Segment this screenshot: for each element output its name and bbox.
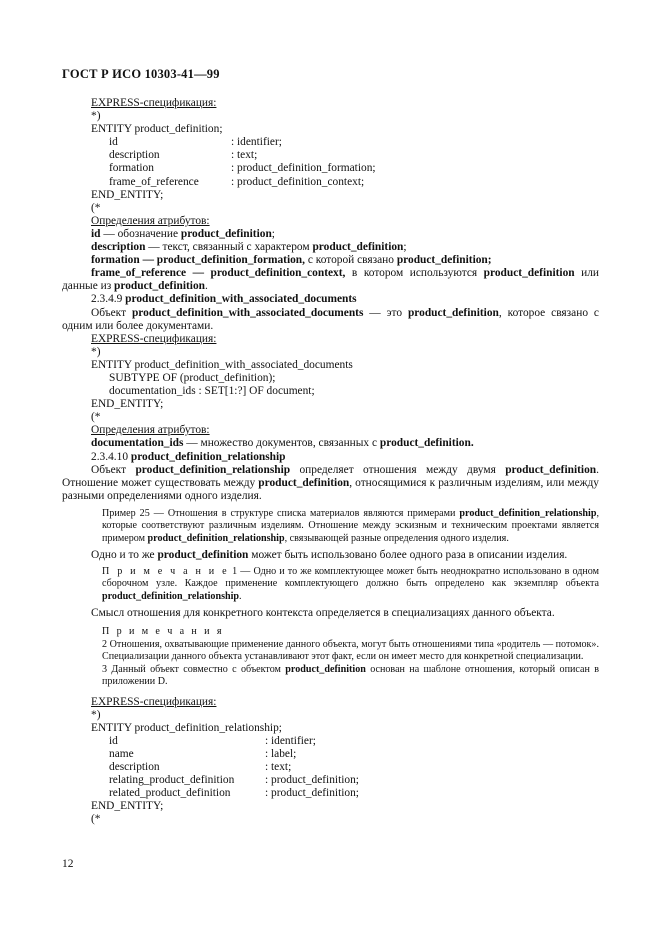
attribute-row	[62, 774, 599, 787]
express-open: *)	[91, 708, 101, 721]
section-heading-2349: 2.3.4.9 product_definition_with_associated_documents	[91, 293, 357, 306]
entity-declaration: ENTITY product_definition_relationship;	[91, 721, 282, 734]
definition-frame-of-reference: frame_of_reference — product_definition_context, в котором используются product_definition или данные из product_definition.	[62, 267, 600, 293]
attribute-row	[62, 748, 599, 761]
attribute-table	[62, 735, 599, 800]
express-spec-label: EXPRESS-спецификация:	[91, 97, 217, 109]
entity-declaration: ENTITY product_definition_with_associated_documents	[91, 358, 353, 371]
note-1: П р и м е ч а н и е 1 — Одно и то же комплектующее может быть неоднократно использовано в одном сборочном узле. Каждое применение комплектующего должно быть определено как экземпляр объекта product_definition_relationship.	[102, 565, 599, 602]
definition-description: description — текст, связанный с характером product_definition;	[91, 241, 407, 254]
paragraph-meaning: Смысл отношения для конкретного контекста определяется в специализациях данного объекта.	[91, 607, 555, 619]
page-number: 12	[62, 858, 74, 870]
attribute-row	[62, 136, 599, 149]
attribute-type: : text;	[265, 761, 292, 774]
page-content	[62, 97, 599, 827]
express-spec-label: EXPRESS-спецификация:	[91, 332, 217, 345]
attribute-table	[62, 136, 599, 188]
attribute-row	[62, 787, 599, 800]
attribute-row: documentation_ids : SET[1:?] OF document;	[109, 385, 315, 398]
attribute-type: : identifier;	[265, 734, 316, 747]
attribute-type: : text;	[231, 149, 258, 162]
section-heading-23410: 2.3.4.10 product_definition_relationship	[91, 450, 286, 463]
example-25: Пример 25 — Отношения в структуре списка материалов являются примерами product_definition_relationship, которые соответствуют различным изделиям. Отношение между эскизным и техническим проектами является примером product_definition_relationship, связывающей разные определения одного изделия.	[102, 507, 599, 544]
attribute-definitions-label: Определения атрибутов:	[91, 424, 210, 437]
entity-end: END_ENTITY;	[91, 188, 164, 201]
express-open: *)	[91, 110, 101, 123]
entity-declaration: ENTITY product_definition;	[91, 123, 223, 136]
express-close: (*	[91, 411, 101, 424]
attribute-name: description	[109, 149, 160, 162]
attribute-type: : product_definition_formation;	[231, 162, 376, 175]
express-open: *)	[91, 345, 101, 358]
express-close: (*	[91, 201, 101, 214]
attribute-row	[62, 162, 599, 175]
attribute-row	[62, 735, 599, 748]
attribute-name: id	[109, 136, 118, 149]
entity-end: END_ENTITY;	[91, 800, 164, 813]
section-paragraph-2349: Объект product_definition_with_associated_documents — это product_definition, которое связано с одним или более документами.	[62, 306, 599, 332]
attribute-name: formation	[109, 162, 154, 175]
express-close: (*	[91, 813, 101, 826]
paragraph-same-definition: Одно и то же product_definition может быть использовано более одного раза в описании изделия.	[91, 549, 568, 562]
definition-documentation-ids: documentation_ids — множество документов, связанных с product_definition.	[91, 437, 474, 450]
attribute-name: name	[109, 747, 134, 760]
attribute-row	[62, 761, 599, 774]
attribute-name: id	[109, 734, 118, 747]
definition-id: id — обозначение product_definition;	[91, 227, 275, 240]
definition-formation: formation — product_definition_formation, с которой связано product_definition;	[91, 254, 492, 267]
attribute-name: relating_product_definition	[109, 774, 235, 787]
attribute-definitions-label: Определения атрибутов:	[91, 214, 210, 227]
attribute-type: : label;	[265, 747, 297, 760]
notes-label: П р и м е ч а н и я	[102, 626, 224, 638]
attribute-type: : product_definition;	[265, 787, 359, 800]
attribute-type: : product_definition_context;	[231, 175, 365, 188]
attribute-name: frame_of_reference	[109, 175, 199, 188]
notes-block	[62, 626, 599, 689]
note-3: 3 Данный объект совместно с объектом product_definition основан на шаблоне отношения, который описан в приложении D.	[102, 663, 599, 688]
document-header: ГОСТ Р ИСО 10303-41—99	[62, 67, 220, 81]
attribute-type: : product_definition;	[265, 774, 359, 787]
section-paragraph-23410: Объект product_definition_relationship определяет отношения между двумя product_definition. Отношение может существовать между product_definition, относящимися к различным изделиям, или между разными определениями одного изделия.	[62, 463, 599, 502]
entity-end: END_ENTITY;	[91, 398, 164, 411]
attribute-type: : identifier;	[231, 136, 282, 149]
attribute-row	[62, 176, 599, 189]
attribute-name: description	[109, 761, 160, 774]
attribute-name: related_product_definition	[109, 787, 231, 800]
note-2: 2 Отношения, охватывающие применение данного объекта, могут быть отношениями типа «родитель — потомок». Специализации данного объекта устанавливают этот факт, если он имеет место для конкретной специализации.	[102, 638, 599, 663]
express-spec-label: EXPRESS-спецификация:	[91, 695, 217, 708]
subtype-declaration: SUBTYPE OF (product_definition);	[109, 371, 276, 384]
attribute-row	[62, 149, 599, 162]
